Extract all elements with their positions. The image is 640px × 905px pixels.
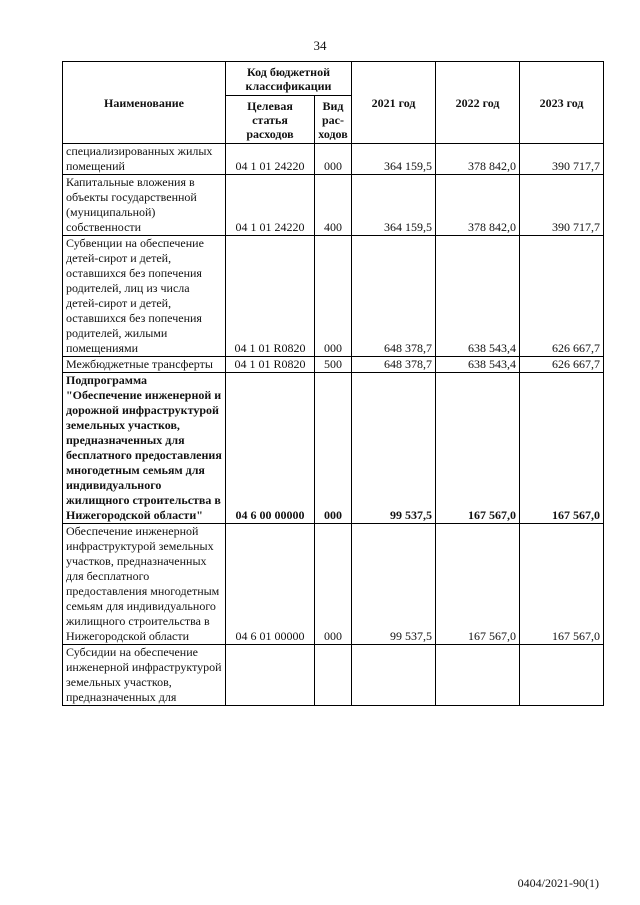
header-expense-kind: Вид рас-ходов bbox=[315, 96, 352, 144]
row-kind: 000 bbox=[315, 524, 352, 645]
row-kind: 400 bbox=[315, 175, 352, 236]
table-row-subprogram bbox=[63, 373, 604, 524]
header-code-group: Код бюджетной классификации bbox=[226, 62, 352, 96]
row-code: 04 6 01 00000 bbox=[226, 524, 315, 645]
row-2021: 99 537,5 bbox=[352, 373, 436, 524]
row-name: Субсидии на обеспечение инженерной инфраструктурой земельных участков, предназначенных для bbox=[63, 645, 226, 706]
row-2023 bbox=[520, 645, 604, 706]
row-kind: 500 bbox=[315, 357, 352, 373]
row-code: 04 1 01 24220 bbox=[226, 144, 315, 175]
row-2023: 626 667,7 bbox=[520, 357, 604, 373]
row-2021: 648 378,7 bbox=[352, 357, 436, 373]
table-row bbox=[63, 236, 604, 357]
table-row bbox=[63, 645, 604, 706]
row-2023: 167 567,0 bbox=[520, 373, 604, 524]
row-kind: 000 bbox=[315, 236, 352, 357]
row-2023: 626 667,7 bbox=[520, 236, 604, 357]
row-name: Межбюджетные трансферты bbox=[63, 357, 226, 373]
row-2021: 99 537,5 bbox=[352, 524, 436, 645]
header-name: Наименование bbox=[63, 62, 226, 144]
row-2022: 638 543,4 bbox=[436, 236, 520, 357]
row-code: 04 1 01 R0820 bbox=[226, 236, 315, 357]
row-kind bbox=[315, 645, 352, 706]
budget-table bbox=[62, 61, 604, 706]
row-2023: 390 717,7 bbox=[520, 175, 604, 236]
row-code: 04 1 01 R0820 bbox=[226, 357, 315, 373]
table-row bbox=[63, 524, 604, 645]
row-2021: 648 378,7 bbox=[352, 236, 436, 357]
header-target-article: Целевая статья расходов bbox=[226, 96, 315, 144]
row-2021: 364 159,5 bbox=[352, 175, 436, 236]
row-name: Капитальные вложения в объекты государственной (муниципальной) собственности bbox=[63, 175, 226, 236]
header-2021: 2021 год bbox=[352, 62, 436, 144]
row-2022 bbox=[436, 645, 520, 706]
header-2022: 2022 год bbox=[436, 62, 520, 144]
header-2023: 2023 год bbox=[520, 62, 604, 144]
row-2021 bbox=[352, 645, 436, 706]
page-number: 34 bbox=[313, 38, 327, 53]
document-code: 0404/2021-90(1) bbox=[517, 876, 599, 890]
table-row bbox=[63, 175, 604, 236]
row-2022: 378 842,0 bbox=[436, 175, 520, 236]
row-code: 04 6 00 00000 bbox=[226, 373, 315, 524]
row-2023: 167 567,0 bbox=[520, 524, 604, 645]
row-2022: 167 567,0 bbox=[436, 373, 520, 524]
row-name: специализированных жилых помещений bbox=[63, 144, 226, 175]
row-name: Обеспечение инженерной инфраструктурой земельных участков, предназначенных для бесплатного предоставления многодетным семьям для индивидуального жилищного строительства в Нижегородской области bbox=[63, 524, 226, 645]
row-name: Субвенции на обеспечение детей-сирот и детей, оставшихся без попечения родителей, лиц из числа детей-сирот и детей, оставшихся без попечения родителей, жилыми помещениями bbox=[63, 236, 226, 357]
table-row bbox=[63, 357, 604, 373]
row-2022: 378 842,0 bbox=[436, 144, 520, 175]
row-kind: 000 bbox=[315, 373, 352, 524]
row-kind: 000 bbox=[315, 144, 352, 175]
row-2023: 390 717,7 bbox=[520, 144, 604, 175]
row-2022: 167 567,0 bbox=[436, 524, 520, 645]
row-2022: 638 543,4 bbox=[436, 357, 520, 373]
table-row bbox=[63, 144, 604, 175]
row-code bbox=[226, 645, 315, 706]
row-code: 04 1 01 24220 bbox=[226, 175, 315, 236]
row-2021: 364 159,5 bbox=[352, 144, 436, 175]
row-name: Подпрограмма "Обеспечение инженерной и дорожной инфраструктурой земельных участков, предназначенных для бесплатного предоставления многодетным семьям для индивидуального жилищного строительства в Нижегородской области" bbox=[63, 373, 226, 524]
